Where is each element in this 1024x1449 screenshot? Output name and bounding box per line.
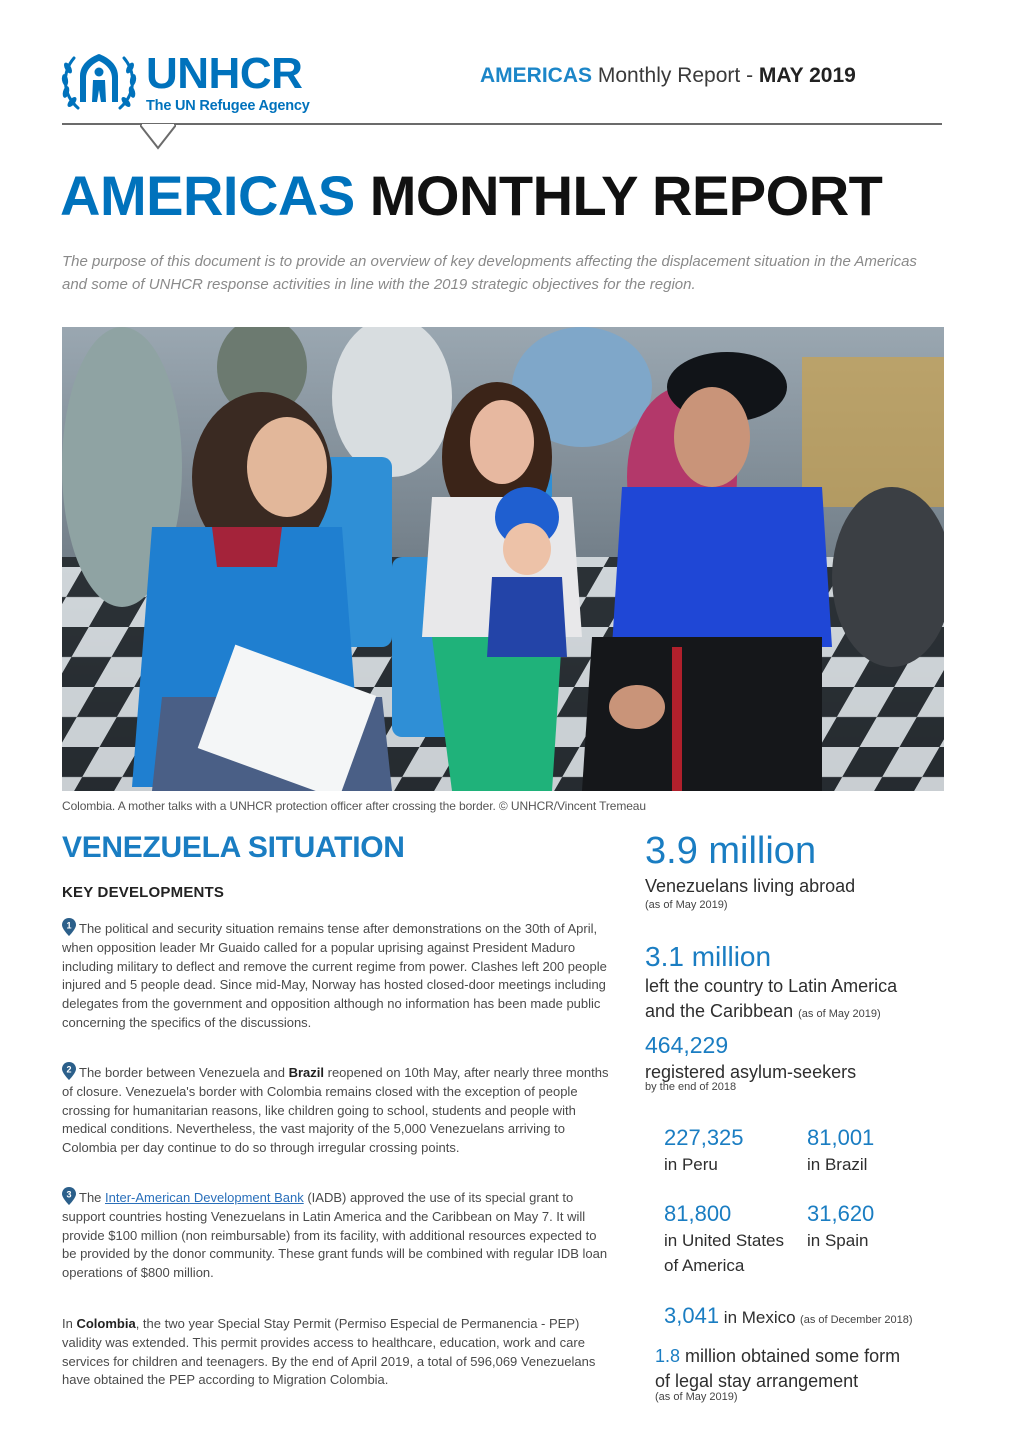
stat-note: (as of May 2019): [798, 1008, 881, 1020]
stat-mexico: 3,041 in Mexico (as of December 2018): [664, 1303, 913, 1328]
stat-label: registered asylum-seekers: [645, 1062, 857, 1082]
unhcr-emblem-icon: [60, 50, 138, 116]
cover-photo: [62, 327, 944, 791]
stat-latin-america: 3.1 million left the country to Latin America and the Caribbean (as of May 2019): [645, 941, 898, 1021]
stat-note: by the end of 2018: [645, 1081, 737, 1093]
photo-illustration: [62, 327, 944, 791]
key-development-item-1: [62, 918, 610, 1033]
iadb-link[interactable]: Inter-American Development Bank: [105, 1190, 304, 1205]
stat-label: Venezuelans living abroad: [645, 876, 856, 896]
stat-peru: 227,325 in Peru: [664, 1125, 744, 1174]
logo-tagline: The UN Refugee Agency: [146, 98, 310, 114]
stat-legal-stay: 1.8 million obtained some form of legal stay arrangement (as of May 2019): [655, 1346, 901, 1403]
brazil-bold: Brazil: [288, 1065, 325, 1080]
svg-text:3: 3: [66, 1189, 72, 1200]
numbered-pin-3-icon: [62, 1187, 76, 1205]
report-region: AMERICAS: [480, 64, 593, 87]
colombia-bold: Colombia: [76, 1316, 136, 1331]
key-development-text-1: The political and security situation remains tense after demonstrations on the 30th of April, when opposition leader Mr Guaido called for a popular uprising against President Maduro including military to deflect and remove the current regime from power. Clashes left 200 people injured and 5 people dead. Since mid-May, Norway has hosted closed-door meetings including delegates from the government and opposition although no information has been made public concerning the specifics of the discussions.: [62, 921, 607, 1030]
page-title-rest: MONTHLY REPORT: [354, 164, 883, 227]
page-title: [60, 164, 882, 228]
stat-brazil: 81,001 in Brazil: [807, 1125, 875, 1174]
stat-value: 3.9 million: [645, 830, 817, 872]
stat-value: 3.1 million: [645, 941, 772, 972]
unhcr-logo: [60, 48, 340, 118]
section-title: VENEZUELA SITUATION: [62, 831, 405, 864]
svg-text:1: 1: [66, 920, 72, 931]
report-header-title: [480, 64, 856, 88]
numbered-pin-2-icon: [62, 1062, 76, 1080]
stat-asylum-seekers: [645, 1030, 856, 1093]
logo-wordmark: UNHCR: [146, 49, 303, 98]
intro-paragraph: The purpose of this document is to provide an overview of key developments affecting the displacement situation in the Americas and some of UNHCR response activities in line with the 2019 strategic objectives for the region.: [62, 253, 917, 293]
key-developments-heading: KEY DEVELOPMENTS: [62, 884, 225, 901]
numbered-pin-1-icon: [62, 918, 76, 936]
colombia-paragraph: In Colombia, the two year Special Stay Permit (Permiso Especial de Permanencia - PEP) validity was extended. This permit provides access to healthcare, education, work and care services for children and teenagers. By the end of April 2019, a total of 596,069 Venezuelans have obtained the PEP according to Migration Colombia.: [62, 1316, 596, 1388]
photo-caption: Colombia. A mother talks with a UNHCR protection officer after crossing the border. © UNHCR/Vincent Tremeau: [62, 799, 646, 813]
header-notch-icon: [140, 124, 176, 150]
page-title-accent: AMERICAS: [60, 164, 355, 227]
report-month: MAY 2019: [758, 64, 856, 87]
key-development-item-2: 2 The border between Venezuela and Brazil reopened on 10th May, after nearly three months of closure. Venezuela's border with Colombia remains closed with the exception of people crossing for humanitarian reasons, like children going to school, students and people with medical conditions. Nevertheless, the vast majority of the 5,000 Venezuelans arriving to Colombia per day continue to do so through irregular crossing points.: [62, 1062, 610, 1158]
stat-usa: 81,800 in United States of America: [664, 1201, 785, 1275]
stat-value: 464,229: [645, 1032, 729, 1058]
key-development-item-3: 3 The Inter-American Development Bank (IADB) approved the use of its special grant to support countries hosting Venezuelans in Latin America and the Caribbean on May 7. It will provide $100 million (non reimbursable) from its facility, with additional resources expected to be provided by the donor community. These grant funds will be combined with regular IDB loan operations of $800 million.: [62, 1187, 610, 1283]
report-label: Monthly Report -: [592, 64, 759, 87]
header-divider: [62, 123, 942, 125]
svg-text:2: 2: [66, 1064, 72, 1075]
stat-spain: 31,620 in Spain: [807, 1201, 875, 1250]
stat-note: (as of May 2019): [645, 899, 728, 911]
stat-venezuelans-abroad: [645, 828, 855, 911]
